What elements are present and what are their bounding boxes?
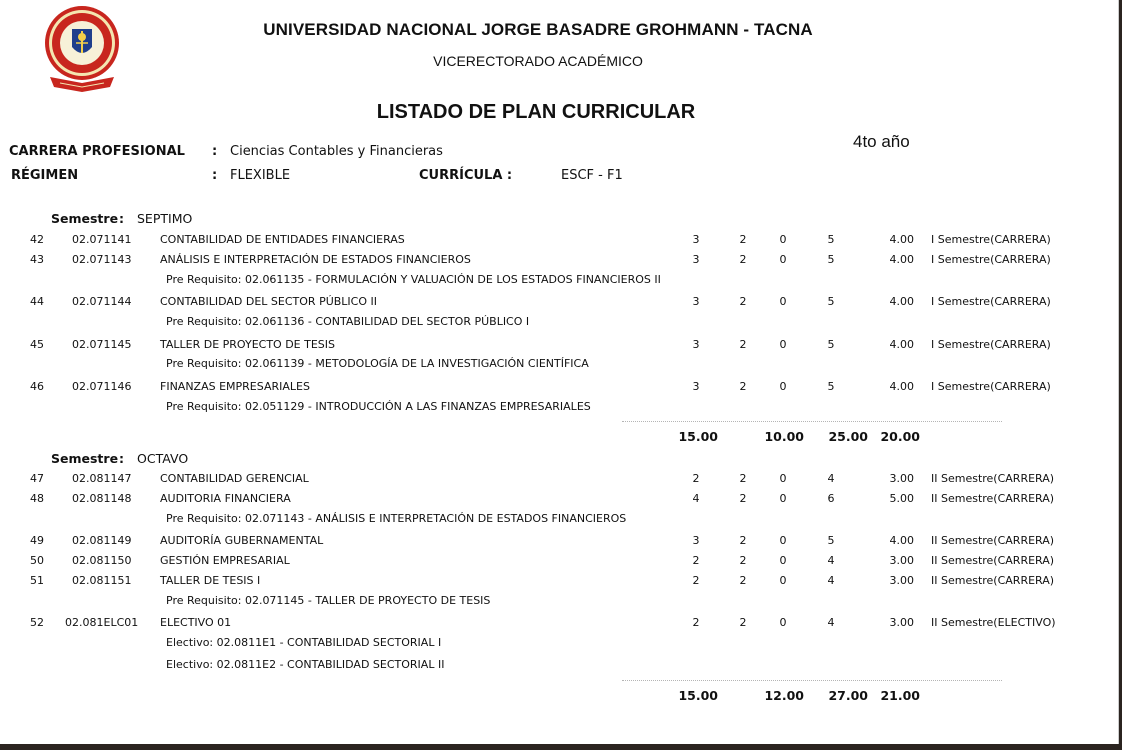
course-value-3: 0 xyxy=(779,295,787,308)
year-note: 4to año xyxy=(853,132,910,151)
course-row xyxy=(0,492,1118,510)
career-value: Ciencias Contables y Financieras xyxy=(230,144,443,159)
course-value-2: 2 xyxy=(739,554,747,567)
course-row xyxy=(0,295,1118,313)
course-credits: 4.00 xyxy=(889,380,914,393)
course-number: 43 xyxy=(30,253,44,266)
course-number: 49 xyxy=(30,534,44,547)
course-type: I Semestre(CARRERA) xyxy=(931,380,1051,393)
course-value-3: 0 xyxy=(779,616,787,629)
course-value-1: 3 xyxy=(692,253,700,266)
course-value-2: 2 xyxy=(739,472,747,485)
course-type: I Semestre(CARRERA) xyxy=(931,295,1051,308)
course-value-1: 2 xyxy=(692,616,700,629)
course-value-4: 5 xyxy=(827,338,835,351)
course-number: 46 xyxy=(30,380,44,393)
semester-separator: : xyxy=(119,451,124,466)
vicerectorado-label: VICERECTORADO ACADÉMICO xyxy=(433,53,643,69)
course-value-4: 5 xyxy=(827,380,835,393)
elective-note: Electivo: 02.0811E2 - CONTABILIDAD SECTORIAL II xyxy=(166,658,445,671)
semester-total-3: 27.00 xyxy=(828,688,868,703)
curricula-value: ESCF - F1 xyxy=(561,168,623,183)
course-value-4: 5 xyxy=(827,253,835,266)
course-value-4: 4 xyxy=(827,616,835,629)
course-name: FINANZAS EMPRESARIALES xyxy=(160,380,310,393)
course-number: 44 xyxy=(30,295,44,308)
course-credits: 4.00 xyxy=(889,338,914,351)
course-value-3: 0 xyxy=(779,574,787,587)
course-value-4: 5 xyxy=(827,534,835,547)
course-name: ANÁLISIS E INTERPRETACIÓN DE ESTADOS FINANCIEROS xyxy=(160,253,471,266)
course-value-3: 0 xyxy=(779,492,787,505)
course-credits: 3.00 xyxy=(889,616,914,629)
course-value-2: 2 xyxy=(739,492,747,505)
course-credits: 4.00 xyxy=(889,534,914,547)
totals-divider xyxy=(622,421,1002,422)
regimen-separator: : xyxy=(212,168,218,183)
course-row xyxy=(0,616,1118,634)
semester-total-4: 20.00 xyxy=(880,429,920,444)
course-name: AUDITORÍA GUBERNAMENTAL xyxy=(160,534,324,547)
semester-total-1: 15.00 xyxy=(678,429,718,444)
course-row xyxy=(0,253,1118,271)
university-seal-logo xyxy=(36,3,128,95)
career-separator: : xyxy=(212,144,218,159)
university-name: UNIVERSIDAD NACIONAL JORGE BASADRE GROHMANN - TACNA xyxy=(263,20,813,39)
course-value-1: 3 xyxy=(692,380,700,393)
course-code: 02.081ELC01 xyxy=(65,616,139,629)
semester-separator: : xyxy=(119,211,124,226)
course-code: 02.081150 xyxy=(72,554,132,567)
course-code: 02.081151 xyxy=(72,574,132,587)
document-title: LISTADO DE PLAN CURRICULAR xyxy=(376,101,696,123)
course-value-4: 5 xyxy=(827,295,835,308)
course-type: II Semestre(CARRERA) xyxy=(931,492,1055,505)
course-code: 02.071144 xyxy=(72,295,132,308)
course-value-1: 3 xyxy=(692,295,700,308)
course-row xyxy=(0,338,1118,356)
course-number: 52 xyxy=(30,616,44,629)
course-value-3: 0 xyxy=(779,253,787,266)
prerequisite-note: Pre Requisito: 02.071143 - ANÁLISIS E INTERPRETACIÓN DE ESTADOS FINANCIEROS xyxy=(166,512,627,525)
course-number: 50 xyxy=(30,554,44,567)
course-credits: 3.00 xyxy=(889,554,914,567)
course-code: 02.071146 xyxy=(72,380,132,393)
course-value-4: 5 xyxy=(827,233,835,246)
semester-label: Semestre xyxy=(51,211,119,226)
course-row xyxy=(0,574,1118,592)
course-value-3: 0 xyxy=(779,534,787,547)
course-value-3: 0 xyxy=(779,554,787,567)
course-value-1: 4 xyxy=(692,492,700,505)
semester-total-3: 25.00 xyxy=(828,429,868,444)
course-type: II Semestre(CARRERA) xyxy=(931,534,1055,547)
course-code: 02.081148 xyxy=(72,492,132,505)
course-code: 02.071141 xyxy=(72,233,132,246)
course-code: 02.071145 xyxy=(72,338,132,351)
course-type: I Semestre(CARRERA) xyxy=(931,338,1051,351)
semester-total-2: 10.00 xyxy=(764,429,804,444)
elective-note: Electivo: 02.0811E1 - CONTABILIDAD SECTORIAL I xyxy=(166,636,442,649)
course-value-2: 2 xyxy=(739,616,747,629)
course-credits: 4.00 xyxy=(889,253,914,266)
course-value-2: 2 xyxy=(739,295,747,308)
prerequisite-note: Pre Requisito: 02.051129 - INTRODUCCIÓN A LAS FINANZAS EMPRESARIALES xyxy=(166,400,591,413)
course-type: II Semestre(CARRERA) xyxy=(931,554,1055,567)
course-row xyxy=(0,554,1118,572)
course-row xyxy=(0,380,1118,398)
course-value-4: 4 xyxy=(827,554,835,567)
course-number: 51 xyxy=(30,574,44,587)
semester-total-2: 12.00 xyxy=(764,688,804,703)
course-row xyxy=(0,534,1118,552)
totals-divider xyxy=(622,680,1002,681)
course-number: 47 xyxy=(30,472,44,485)
course-name: GESTIÓN EMPRESARIAL xyxy=(160,554,290,567)
course-value-1: 2 xyxy=(692,472,700,485)
course-credits: 4.00 xyxy=(889,233,914,246)
course-name: CONTABILIDAD DEL SECTOR PÚBLICO II xyxy=(160,295,377,308)
course-name: CONTABILIDAD DE ENTIDADES FINANCIERAS xyxy=(160,233,405,246)
course-credits: 3.00 xyxy=(889,574,914,587)
course-value-2: 2 xyxy=(739,253,747,266)
course-value-2: 2 xyxy=(739,233,747,246)
course-code: 02.081149 xyxy=(72,534,132,547)
prerequisite-note: Pre Requisito: 02.061135 - FORMULACIÓN Y VALUACIÓN DE LOS ESTADOS FINANCIEROS II xyxy=(166,273,661,286)
course-value-2: 2 xyxy=(739,574,747,587)
course-type: II Semestre(ELECTIVO) xyxy=(931,616,1056,629)
semester-label: Semestre xyxy=(51,451,119,466)
course-credits: 3.00 xyxy=(889,472,914,485)
course-value-2: 2 xyxy=(739,534,747,547)
course-number: 42 xyxy=(30,233,44,246)
regimen-value: FLEXIBLE xyxy=(230,168,291,183)
prerequisite-note: Pre Requisito: 02.061139 - METODOLOGÍA DE LA INVESTIGACIÓN CIENTÍFICA xyxy=(166,357,589,370)
career-label: CARRERA PROFESIONAL xyxy=(9,144,185,159)
course-value-4: 4 xyxy=(827,472,835,485)
semester-total-4: 21.00 xyxy=(880,688,920,703)
course-row xyxy=(0,472,1118,490)
course-value-3: 0 xyxy=(779,380,787,393)
course-value-2: 2 xyxy=(739,380,747,393)
regimen-label: RÉGIMEN xyxy=(11,168,79,183)
course-value-1: 3 xyxy=(692,233,700,246)
course-type: I Semestre(CARRERA) xyxy=(931,233,1051,246)
prerequisite-note: Pre Requisito: 02.061136 - CONTABILIDAD DEL SECTOR PÚBLICO I xyxy=(166,315,530,328)
course-name: AUDITORIA FINANCIERA xyxy=(160,492,291,505)
course-type: II Semestre(CARRERA) xyxy=(931,472,1055,485)
semester-name: SEPTIMO xyxy=(137,211,193,226)
course-credits: 4.00 xyxy=(889,295,914,308)
course-value-2: 2 xyxy=(739,338,747,351)
semester-name: OCTAVO xyxy=(137,451,189,466)
prerequisite-note: Pre Requisito: 02.071145 - TALLER DE PROYECTO DE TESIS xyxy=(166,594,491,607)
course-value-1: 2 xyxy=(692,554,700,567)
course-value-3: 0 xyxy=(779,472,787,485)
curricula-label: CURRÍCULA : xyxy=(419,168,513,183)
course-value-3: 0 xyxy=(779,338,787,351)
course-value-1: 3 xyxy=(692,534,700,547)
course-name: ELECTIVO 01 xyxy=(160,616,232,629)
course-number: 45 xyxy=(30,338,44,351)
course-type: I Semestre(CARRERA) xyxy=(931,253,1051,266)
course-code: 02.071143 xyxy=(72,253,132,266)
course-value-1: 2 xyxy=(692,574,700,587)
course-name: TALLER DE PROYECTO DE TESIS xyxy=(160,338,336,351)
course-credits: 5.00 xyxy=(889,492,914,505)
semester-total-1: 15.00 xyxy=(678,688,718,703)
course-value-1: 3 xyxy=(692,338,700,351)
course-code: 02.081147 xyxy=(72,472,132,485)
course-number: 48 xyxy=(30,492,44,505)
course-name: TALLER DE TESIS I xyxy=(160,574,261,587)
course-value-3: 0 xyxy=(779,233,787,246)
course-value-4: 4 xyxy=(827,574,835,587)
course-type: II Semestre(CARRERA) xyxy=(931,574,1055,587)
course-value-4: 6 xyxy=(827,492,835,505)
course-row xyxy=(0,233,1118,251)
course-name: CONTABILIDAD GERENCIAL xyxy=(160,472,309,485)
